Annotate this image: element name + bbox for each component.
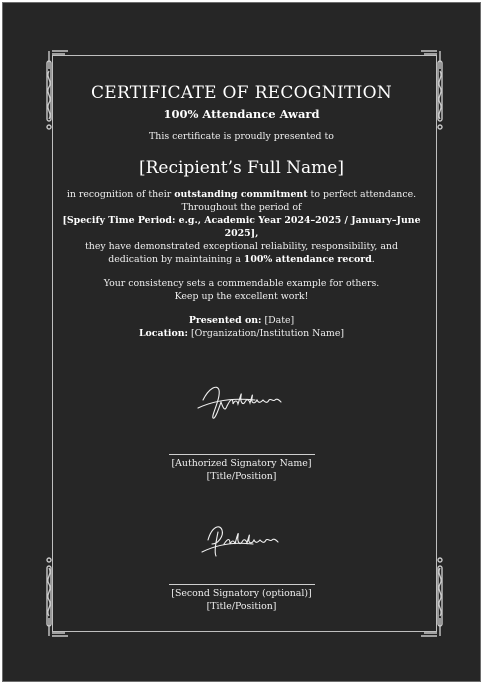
period-line-2: 2025],: [224, 228, 259, 239]
recognition-line: [43, 189, 440, 200]
certificate-title: CERTIFICATE OF RECOGNITION: [90, 83, 393, 103]
location-label: Location:: [138, 328, 189, 339]
attendance-bold: 100% attendance record: [243, 254, 372, 265]
signatory-2-name: [Second Signatory (optional)]: [171, 588, 312, 599]
location-value: [Organization/Institution Name]: [188, 328, 345, 339]
signature-line-1: [169, 454, 315, 455]
recipient-name: [Recipient’s Full Name]: [139, 158, 344, 178]
signatory-1-title: [Title/Position]: [206, 471, 277, 482]
example-line: Your consistency sets a commendable example for others.: [103, 278, 380, 289]
qualities-line: they have demonstrated exceptional reliability, responsibility, and: [85, 241, 398, 252]
attendance-line: [43, 254, 440, 265]
attendance-post: .: [371, 254, 375, 265]
presented-on-value: [Date]: [261, 315, 295, 326]
presented-on-line: [43, 315, 440, 326]
period-line-1: [Specify Time Period: e.g., Academic Year 2024–2025 / January–June: [62, 215, 421, 226]
presented-on-label: Presented on:: [188, 315, 262, 326]
signature-line-2: [169, 584, 315, 585]
attendance-pre: dedication by maintaining a: [108, 254, 244, 265]
certificate-subtitle: 100% Attendance Award: [163, 107, 320, 121]
recognition-bold: outstanding commitment: [174, 189, 308, 200]
signature-1-icon: [195, 378, 295, 423]
location-line: [43, 328, 440, 339]
presented-to-text: This certificate is proudly presented to: [149, 131, 334, 142]
recognition-post: to perfect attendance.: [307, 189, 417, 200]
encouragement-line: Keep up the excellent work!: [174, 291, 309, 302]
signatory-1-name: [Authorized Signatory Name]: [171, 458, 312, 469]
signature-2-icon: [198, 518, 293, 563]
signatory-2-title: [Title/Position]: [206, 601, 277, 612]
period-intro-line: Throughout the period of: [181, 202, 302, 213]
recognition-pre: in recognition of their: [66, 189, 175, 200]
certificate-page: [2, 2, 481, 682]
